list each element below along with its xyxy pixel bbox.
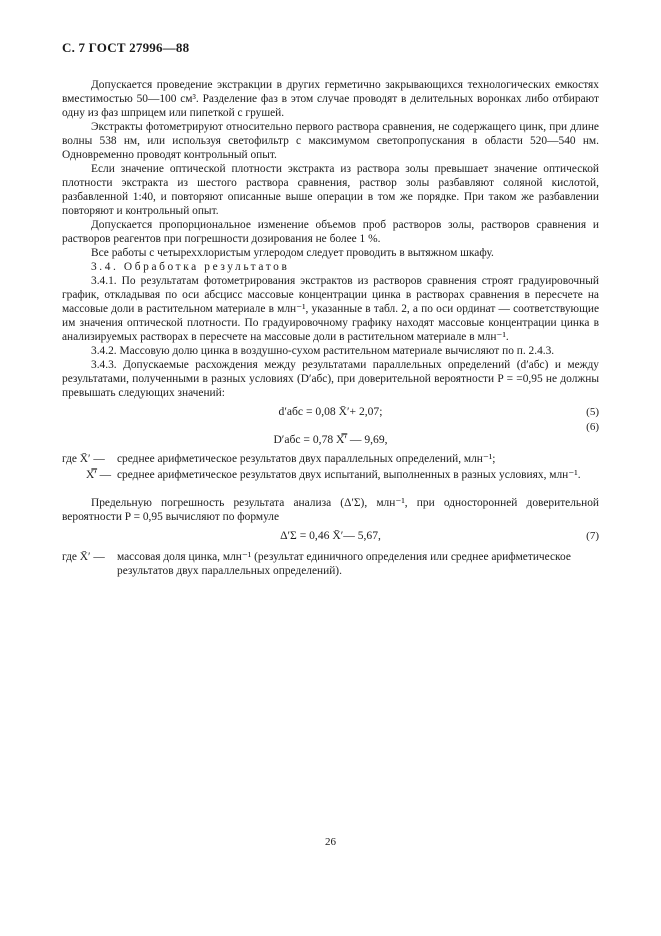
formula-6-expression: D′абс = 0,78 X̿′ — 9,69, bbox=[273, 433, 388, 446]
document-header: С. 7 ГОСТ 27996—88 bbox=[62, 40, 190, 55]
definition-symbol: где X̄′ — bbox=[62, 551, 105, 563]
paragraph-dilution: Если значение оптической плотности экстракта из раствора золы превышает значение оптической плотности экстракта из шестого раствора сравнения, раствор золы разбавляют соляной кислотой, разбавленной 1:40, и повторяют описанные выше операции в том же порядке. При таком же разбавлении повторяют и контрольный опыт. bbox=[62, 163, 599, 217]
paragraph-extraction-note: Допускается проведение экстракции в других герметично закрывающихся технологических емкостях вместимостью 50—100 см³. Разделение фаз в этом случае проводят в делительных воронках либо отбирают одну из фаз шприцем или пипеткой с грушей. bbox=[62, 79, 599, 119]
definition-text: среднее арифметическое результатов двух испытаний, выполненных в разных условиях, млн⁻¹. bbox=[117, 469, 581, 481]
page-number: 26 bbox=[325, 836, 336, 848]
formula-7-expression: Δ′Σ = 0,46 X̄′— 5,67, bbox=[280, 529, 381, 542]
formula-6 bbox=[62, 421, 599, 450]
formula-6-number: (6) bbox=[586, 421, 599, 433]
formula-7 bbox=[62, 524, 599, 548]
paragraph-3-4-3: 3.4.3. Допускаемые расхождения между результатами параллельных определений (d′абс) и между результатами, полученными в разных условиях (D′абс), при доверительной вероятности P = =0,95 не должны превышать следующих значений: bbox=[62, 359, 599, 399]
spacer bbox=[62, 484, 599, 496]
document-body bbox=[62, 78, 599, 580]
paragraph-photometry: Экстракты фотометрируют относительно первого раствора сравнения, не содержащего цинк, при длине волны 538 нм, или используя светофильтр с максимумом светопропускания в области 520—540 нм. Одновременно проводят контрольный опыт. bbox=[62, 121, 599, 161]
definition-symbol: где X̄′ — bbox=[62, 453, 105, 465]
definition-row bbox=[62, 550, 599, 578]
paragraph-proportional-change: Допускается пропорциональное изменение объемов проб растворов золы, растворов сравнения и растворов реагентов при погрешности дозирования не более 1 %. bbox=[62, 219, 599, 245]
paragraph-limit-error: Предельную погрешность результата анализа (Δ′Σ), млн⁻¹, при односторонней доверительной вероятности P = 0,95 вычисляют по формуле bbox=[62, 497, 599, 523]
formula-5-number: (5) bbox=[586, 406, 599, 418]
paragraph-fume-hood: Все работы с четыреххлористым углеродом следует проводить в вытяжном шкафу. bbox=[91, 247, 494, 259]
formula-5 bbox=[62, 400, 599, 424]
section-heading-3-4: 3.4. Обработка результатов bbox=[91, 261, 290, 273]
definition-symbol: X̿′ — bbox=[86, 469, 111, 481]
definition-text: массовая доля цинка, млн⁻¹ (результат единичного определения или среднее арифметическое результатов двух параллельных определений). bbox=[117, 551, 571, 577]
paragraph-3-4-1: 3.4.1. По результатам фотометрирования экстрактов из растворов сравнения строят градуировочный график, откладывая по оси абсцисс массовые концентрации цинка в растворах сравнения в пересчете на массовые доли в растительном материале в млн⁻¹, указанные в табл. 2, а по оси ординат — соответствующие им значения оптической плотности. По градуировочному графику находят массовые концентрации цинка в анализируемых растворах в пересчете на массовые доли в растительном материале в млн⁻¹. bbox=[62, 275, 599, 343]
definition-row bbox=[62, 452, 599, 466]
definition-text: среднее арифметическое результатов двух параллельных определений, млн⁻¹; bbox=[117, 453, 496, 465]
paragraph-3-4-2: 3.4.2. Массовую долю цинка в воздушно-сухом растительном материале вычисляют по п. 2.4.3. bbox=[91, 345, 555, 357]
formula-5-expression: d′абс = 0,08 X̄′+ 2,07; bbox=[278, 405, 383, 418]
formula-7-number: (7) bbox=[586, 530, 599, 542]
definition-row bbox=[62, 468, 599, 482]
